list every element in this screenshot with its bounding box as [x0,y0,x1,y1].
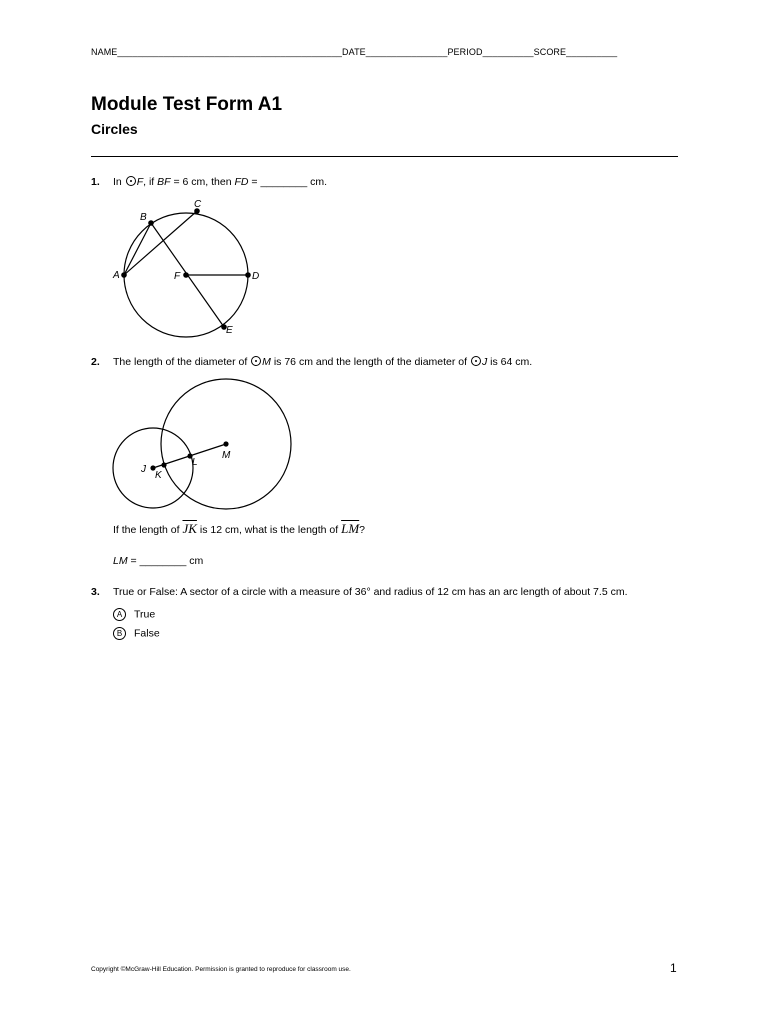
label-b: B [140,212,147,223]
q2-circle1: M [262,356,271,368]
label-k: K [155,470,162,481]
copyright-footer: Copyright ©McGraw-Hill Education. Permission is granted to reproduce for classroom use. [91,966,351,973]
q1-text-mid: , if [143,176,155,188]
question-3-number: 3. [91,586,100,598]
choice-b-bubble[interactable]: B [113,627,126,640]
label-m: M [222,450,231,461]
q1-text-end: = ________ cm. [251,176,327,188]
circle-symbol-icon [471,356,481,366]
question-2-text [113,356,532,368]
q1-text-in: In [113,176,122,188]
label-l: L [192,457,198,468]
q1-text-mid2: = 6 cm, then [173,176,232,188]
q2-answer-var: LM [113,555,128,567]
choice-b[interactable] [113,627,160,640]
point-a [121,272,127,278]
label-d: D [252,271,260,282]
choice-a-label: True [134,608,156,621]
circle-symbol-icon [251,356,261,366]
question-2-figure [108,376,298,512]
point-d [245,272,251,278]
page-title: Module Test Form A1 [91,94,283,115]
q2-answer-blank[interactable]: = ________ cm [130,555,204,567]
circle-symbol-icon [126,176,136,186]
point-f [183,272,189,278]
page-number: 1 [670,961,677,975]
label-f: F [174,271,181,282]
q2-text-b: is 76 cm and the length of the diameter of [273,356,468,368]
question-1-figure [108,195,268,340]
q1-circle-name: F [136,176,144,188]
choice-a[interactable] [113,608,155,621]
q1-seg2: FD [234,176,249,188]
choice-a-bubble[interactable]: A [113,608,126,621]
q2-segment-lm: $\overline{LM}$ [341,521,360,536]
q2-circle2: J [481,356,488,368]
chord-ac [124,211,197,275]
choice-b-label: False [134,627,160,640]
q2-segment-jk: $\overline{JK}$ [182,521,197,536]
question-2-followup [113,521,365,537]
q2-followup-a: If the length of [113,524,180,536]
q2-text-c: is 64 cm. [490,356,533,368]
q2-followup-b: is 12 cm, what is the length of [199,524,339,536]
question-1-text [113,176,327,188]
question-2-number: 2. [91,356,100,368]
point-k [161,462,166,467]
student-info-line: NAME____________________________________________DATE________________PERIOD__________SCORE__________ [91,47,618,57]
title-divider [91,156,678,157]
point-b [148,220,154,226]
q2-text-a: The length of the diameter of [113,356,248,368]
q2-followup-c: ? [359,524,366,536]
question-1-number: 1. [91,176,100,188]
label-c: C [194,199,202,210]
question-2-answer-line[interactable] [113,555,203,567]
page-subtitle: Circles [91,121,138,137]
label-a: A [113,270,120,281]
label-e: E [226,325,233,336]
label-j: J [141,464,146,475]
point-m [223,441,228,446]
question-3-text: True or False: A sector of a circle with a measure of 36° and radius of 12 cm has an arc length of about 7.5 cm. [113,586,628,598]
q1-seg1: BF [157,176,171,188]
chord-ab [124,223,151,275]
